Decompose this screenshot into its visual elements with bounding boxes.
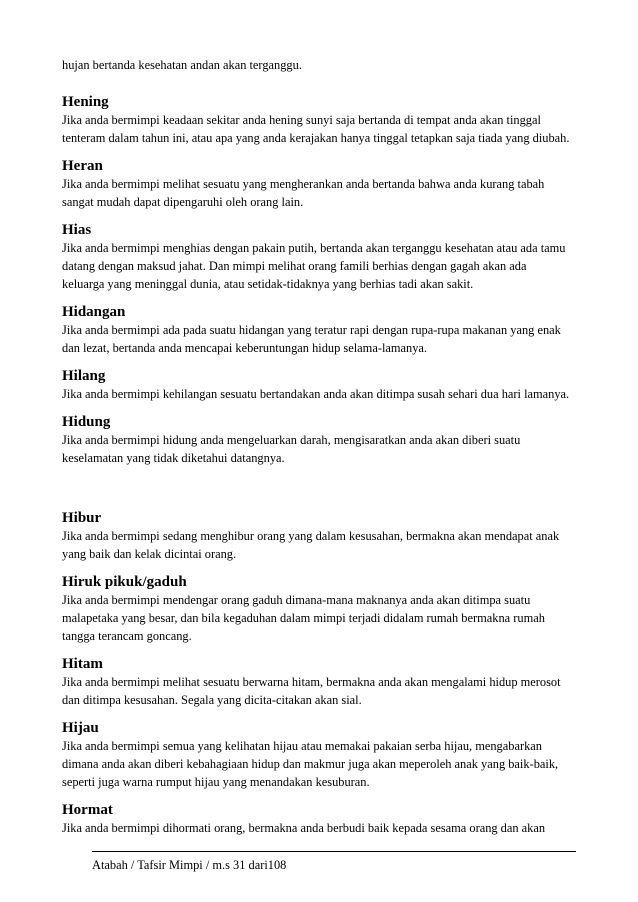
entry-hibur [62,510,572,563]
page-footer: Atabah / Tafsir Mimpi / m.s 31 dari108 [92,858,287,872]
entry-title: Hilang [62,368,106,384]
entry-text: Jika anda bermimpi menghias dengan pakain putih, bertanda akan terganggu kesehatan atau ada tamu datang dengan maksud jahat. Dan mimpi melihat orang famili berhias dengan gagah akan ada keluarga yang meninggal dunia, atau setidak-tidaknya yang berhias tadi akan sakit. [62,241,566,291]
entry-hitam [62,656,572,709]
entry-hijau [62,720,572,791]
entry-title: Hening [62,94,109,110]
entry-title: Hibur [62,510,102,526]
entry-text: Jika anda bermimpi keadaan sekitar anda hening sunyi saja bertanda di tempat anda akan tinggal tenteram dalam tahun ini, atau apa yang anda kerajakan hanya tinggal tetapkan saja tiada yang diubah. [62,113,570,145]
entry-title: Hidung [62,414,111,430]
intro-line: hujan bertanda kesehatan andan akan terganggu. [62,58,302,72]
entry-text: Jika anda bermimpi melihat sesuatu berwarna hitam, bermakna anda akan mengalami hidup merosot dan ditimpa kesusahan. Segala yang dicita-citakan akan sial. [62,675,561,707]
entry-hening [62,94,572,147]
entry-hiruk-pikuk [62,574,572,645]
footer-divider [92,851,576,852]
entry-hidangan [62,304,572,357]
entry-hias [62,222,572,293]
entry-text: Jika anda bermimpi semua yang kelihatan hijau atau memakai pakaian serba hijau, mengabarkan dimana anda akan diberi kebahagiaan hidup dan makmur juga akan meperoleh anak yang baik-baik, seperti juga warna rumput hijau yang menandakan kesuburan. [62,739,559,789]
entry-text: Jika anda bermimpi melihat sesuatu yang mengherankan anda bertanda bahwa anda kurang tabah sangat mudah dapat dipengaruhi oleh orang lain. [62,177,545,209]
entry-title: Heran [62,158,103,174]
entry-hormat [62,802,572,837]
entry-text: Jika anda bermimpi kehilangan sesuatu bertandakan anda akan ditimpa susah sehari dua hari lamanya. [62,387,570,401]
document-body [62,58,572,837]
entry-hilang [62,368,572,403]
entry-heran [62,158,572,211]
entry-text: Jika anda bermimpi dihormati orang, bermakna anda berbudi baik kepada sesama orang dan akan [62,821,546,835]
entry-text: Jika anda bermimpi hidung anda mengeluarkan darah, mengisaratkan anda akan diberi suatu keselamatan yang tidak diketahui datangnya. [62,433,521,465]
entry-title: Hijau [62,720,99,736]
entry-hidung [62,414,572,467]
entry-text: Jika anda bermimpi sedang menghibur orang yang dalam kesusahan, bermakna akan mendapat anak yang baik dan kelak dicintai orang. [62,529,560,561]
entry-title: Hiruk pikuk/gaduh [62,574,187,590]
entry-title: Hormat [62,802,113,818]
entry-title: Hidangan [62,304,126,320]
entry-title: Hitam [62,656,103,672]
entry-title: Hias [62,222,92,238]
entry-text: Jika anda bermimpi mendengar orang gaduh dimana-mana maknanya anda akan ditimpa suatu malapetaka yang besar, dan bila kegaduhan dalam mimpi terjadi didalam rumah bermakna rumah tangga terancam goncang. [62,593,545,643]
entry-text: Jika anda bermimpi ada pada suatu hidangan yang teratur rapi dengan rupa-rupa makanan yang enak dan lezat, bertanda anda mencapai keberuntungan hidup selama-lamanya. [62,323,561,355]
